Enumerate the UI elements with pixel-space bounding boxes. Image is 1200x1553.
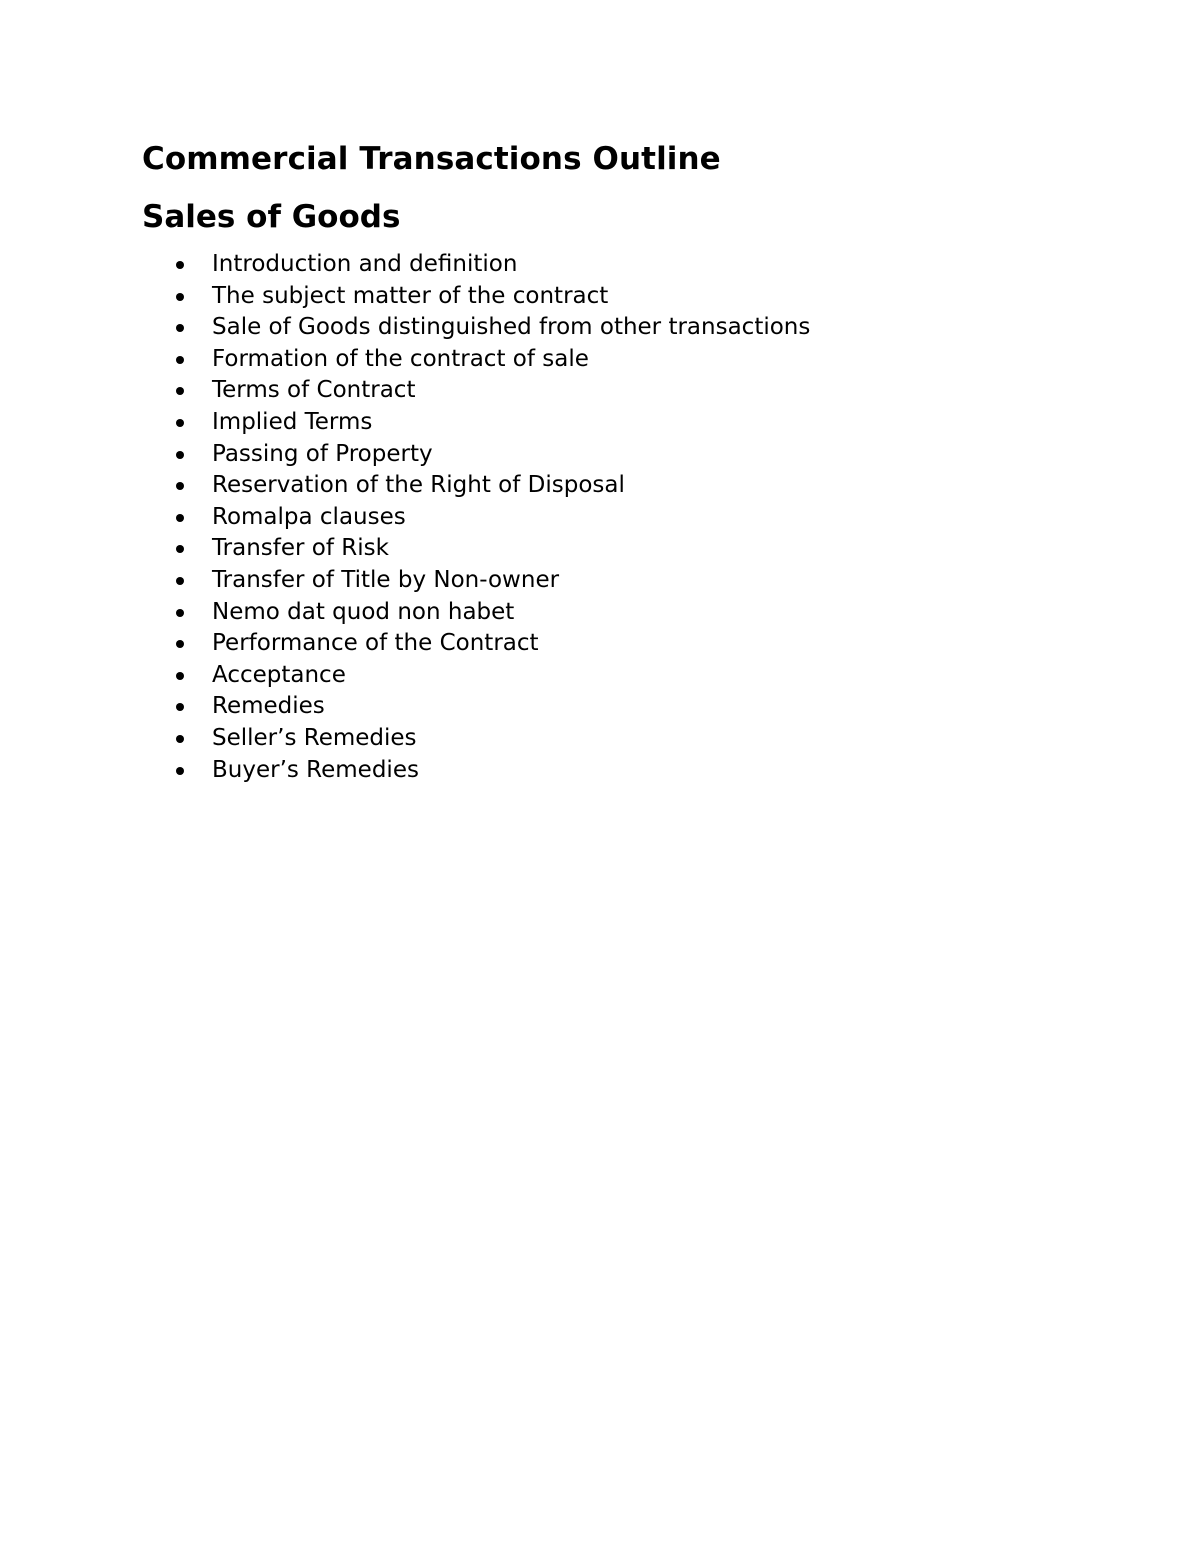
bullet-icon (176, 514, 184, 522)
bullet-icon (176, 672, 184, 680)
bullet-icon (176, 324, 184, 332)
list-item-text: Acceptance (212, 661, 346, 688)
section-heading: Sales of Goods (142, 199, 401, 235)
list-item (142, 660, 1082, 692)
list-item-text: The subject matter of the contract (212, 282, 609, 309)
list-item (142, 470, 1082, 502)
list-item-text: Implied Terms (212, 408, 373, 435)
list-item (142, 755, 1082, 787)
bullet-icon (176, 261, 184, 269)
outline-list (142, 249, 1082, 786)
list-item-text: Transfer of Title by Non-owner (212, 566, 560, 593)
bullet-icon (176, 356, 184, 364)
list-item-text: Sale of Goods distinguished from other transactions (212, 314, 811, 341)
list-item (142, 723, 1082, 755)
list-item-text: Transfer of Risk (212, 535, 389, 562)
bullet-icon (176, 293, 184, 301)
bullet-icon (176, 735, 184, 743)
bullet-icon (176, 451, 184, 459)
list-item (142, 375, 1082, 407)
list-item-text: Nemo dat quod non habet (212, 598, 515, 625)
list-item (142, 533, 1082, 565)
list-item-text: Introduction and definition (212, 251, 518, 277)
list-item (142, 281, 1082, 313)
list-item-text: Formation of the contract of sale (212, 345, 589, 372)
list-item (142, 628, 1082, 660)
list-item (142, 502, 1082, 534)
list-item (142, 249, 1082, 281)
list-item-text: Buyer’s Remedies (212, 756, 419, 783)
list-item-text: Performance of the Contract (212, 630, 539, 657)
list-item-text: Romalpa clauses (212, 503, 406, 530)
bullet-icon (176, 387, 184, 395)
bullet-icon (176, 609, 184, 617)
list-item (142, 344, 1082, 376)
list-item-text: Reservation of the Right of Disposal (212, 472, 625, 499)
list-item-text: Seller’s Remedies (212, 724, 417, 751)
bullet-icon (176, 482, 184, 490)
list-item-text: Passing of Property (212, 440, 433, 467)
list-item (142, 312, 1082, 344)
bullet-icon (176, 767, 184, 775)
document-title: Commercial Transactions Outline (142, 141, 721, 177)
list-item-text: Terms of Contract (212, 377, 416, 404)
bullet-icon (176, 703, 184, 711)
list-item (142, 597, 1082, 629)
list-item (142, 407, 1082, 439)
list-item-text: Remedies (212, 693, 325, 720)
bullet-icon (176, 640, 184, 648)
bullet-icon (176, 419, 184, 427)
document-content (142, 138, 1082, 786)
list-item (142, 565, 1082, 597)
list-item (142, 691, 1082, 723)
bullet-icon (176, 545, 184, 553)
bullet-icon (176, 577, 184, 585)
list-item (142, 439, 1082, 471)
